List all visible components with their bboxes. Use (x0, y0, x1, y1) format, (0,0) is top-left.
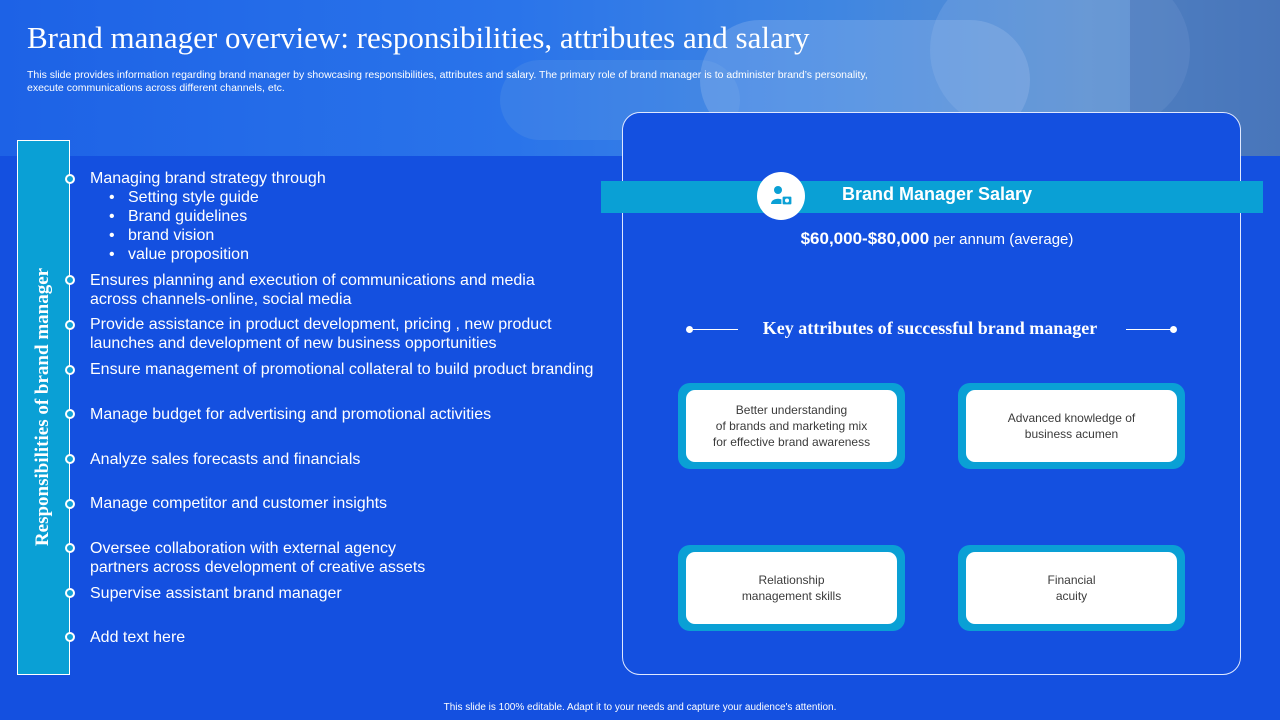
timeline-dot (65, 632, 75, 642)
responsibility-text: Provide assistance in product development, pricing , new product (90, 316, 552, 333)
responsibility-subitem: • Setting style guide (90, 188, 326, 207)
attribute-card-text: Advanced knowledge of business acumen (966, 390, 1177, 462)
attribute-card-text: Better understanding of brands and marketing mix for effective brand awareness (686, 390, 897, 462)
footer-note: This slide is 100% editable. Adapt it to your needs and capture your audience's attention. (443, 702, 837, 713)
heading-divider (690, 329, 738, 330)
money-person-icon (757, 172, 805, 220)
responsibility-item (90, 169, 326, 264)
timeline-dot (65, 588, 75, 598)
salary-amount: $60,000-$80,000 (800, 229, 930, 248)
responsibility-text: launches and development of new business opportunities (90, 335, 497, 352)
attribute-card (958, 383, 1185, 469)
timeline-dot (65, 409, 75, 419)
responsibility-text: Oversee collaboration with external agency (90, 540, 396, 557)
responsibility-subitem: • value proposition (90, 245, 326, 264)
attribute-card (678, 383, 905, 469)
timeline-dot (65, 320, 75, 330)
heading-divider (1126, 329, 1174, 330)
responsibility-item (90, 271, 535, 309)
sidebar-label: Responsibilities of brand manager (32, 267, 53, 547)
timeline-dot (65, 365, 75, 375)
heading-dot (1170, 326, 1177, 333)
responsibility-item (90, 315, 552, 353)
timeline-dot (65, 174, 75, 184)
salary-amount-line (801, 229, 1074, 249)
salary-period: per annum (average) (929, 231, 1074, 248)
attribute-card-text: Relationship management skills (686, 552, 897, 624)
responsibility-item: Manage budget for advertising and promotional activities (90, 406, 492, 423)
salary-title: Brand Manager Salary (841, 184, 1033, 204)
responsibility-item (90, 539, 425, 577)
responsibility-text: Managing brand strategy through (90, 170, 326, 187)
timeline-dot (65, 543, 75, 553)
timeline-dot (65, 499, 75, 509)
attributes-title: Key attributes of successful brand manager (762, 318, 1098, 338)
attribute-card (678, 545, 905, 631)
responsibility-text: across channels-online, social media (90, 291, 352, 308)
responsibility-text: partners across development of creative assets (90, 559, 426, 576)
timeline-dot (65, 275, 75, 285)
attribute-card-text: Financial acuity (966, 552, 1177, 624)
responsibility-item: Supervise assistant brand manager (90, 585, 342, 602)
responsibility-subitem: • Brand guidelines (90, 207, 326, 226)
timeline-dot (65, 454, 75, 464)
responsibility-subitem: • brand vision (90, 226, 326, 245)
responsibility-text: Ensures planning and execution of communications and media (90, 272, 535, 289)
attribute-card (958, 545, 1185, 631)
page-title: Brand manager overview: responsibilities, attributes and salary (27, 20, 810, 55)
responsibility-item: Analyze sales forecasts and financials (90, 451, 361, 468)
responsibility-item: Ensure management of promotional collateral to build product branding (90, 361, 594, 378)
page-subtitle: This slide provides information regarding brand manager by showcasing responsibilities, attributes and salary. The primary role of brand manager is to administer brand’s personality, execute communications across different channels, etc. (27, 69, 868, 94)
responsibility-item[interactable]: Add text here (90, 629, 186, 646)
responsibility-item: Manage competitor and customer insights (90, 495, 388, 512)
